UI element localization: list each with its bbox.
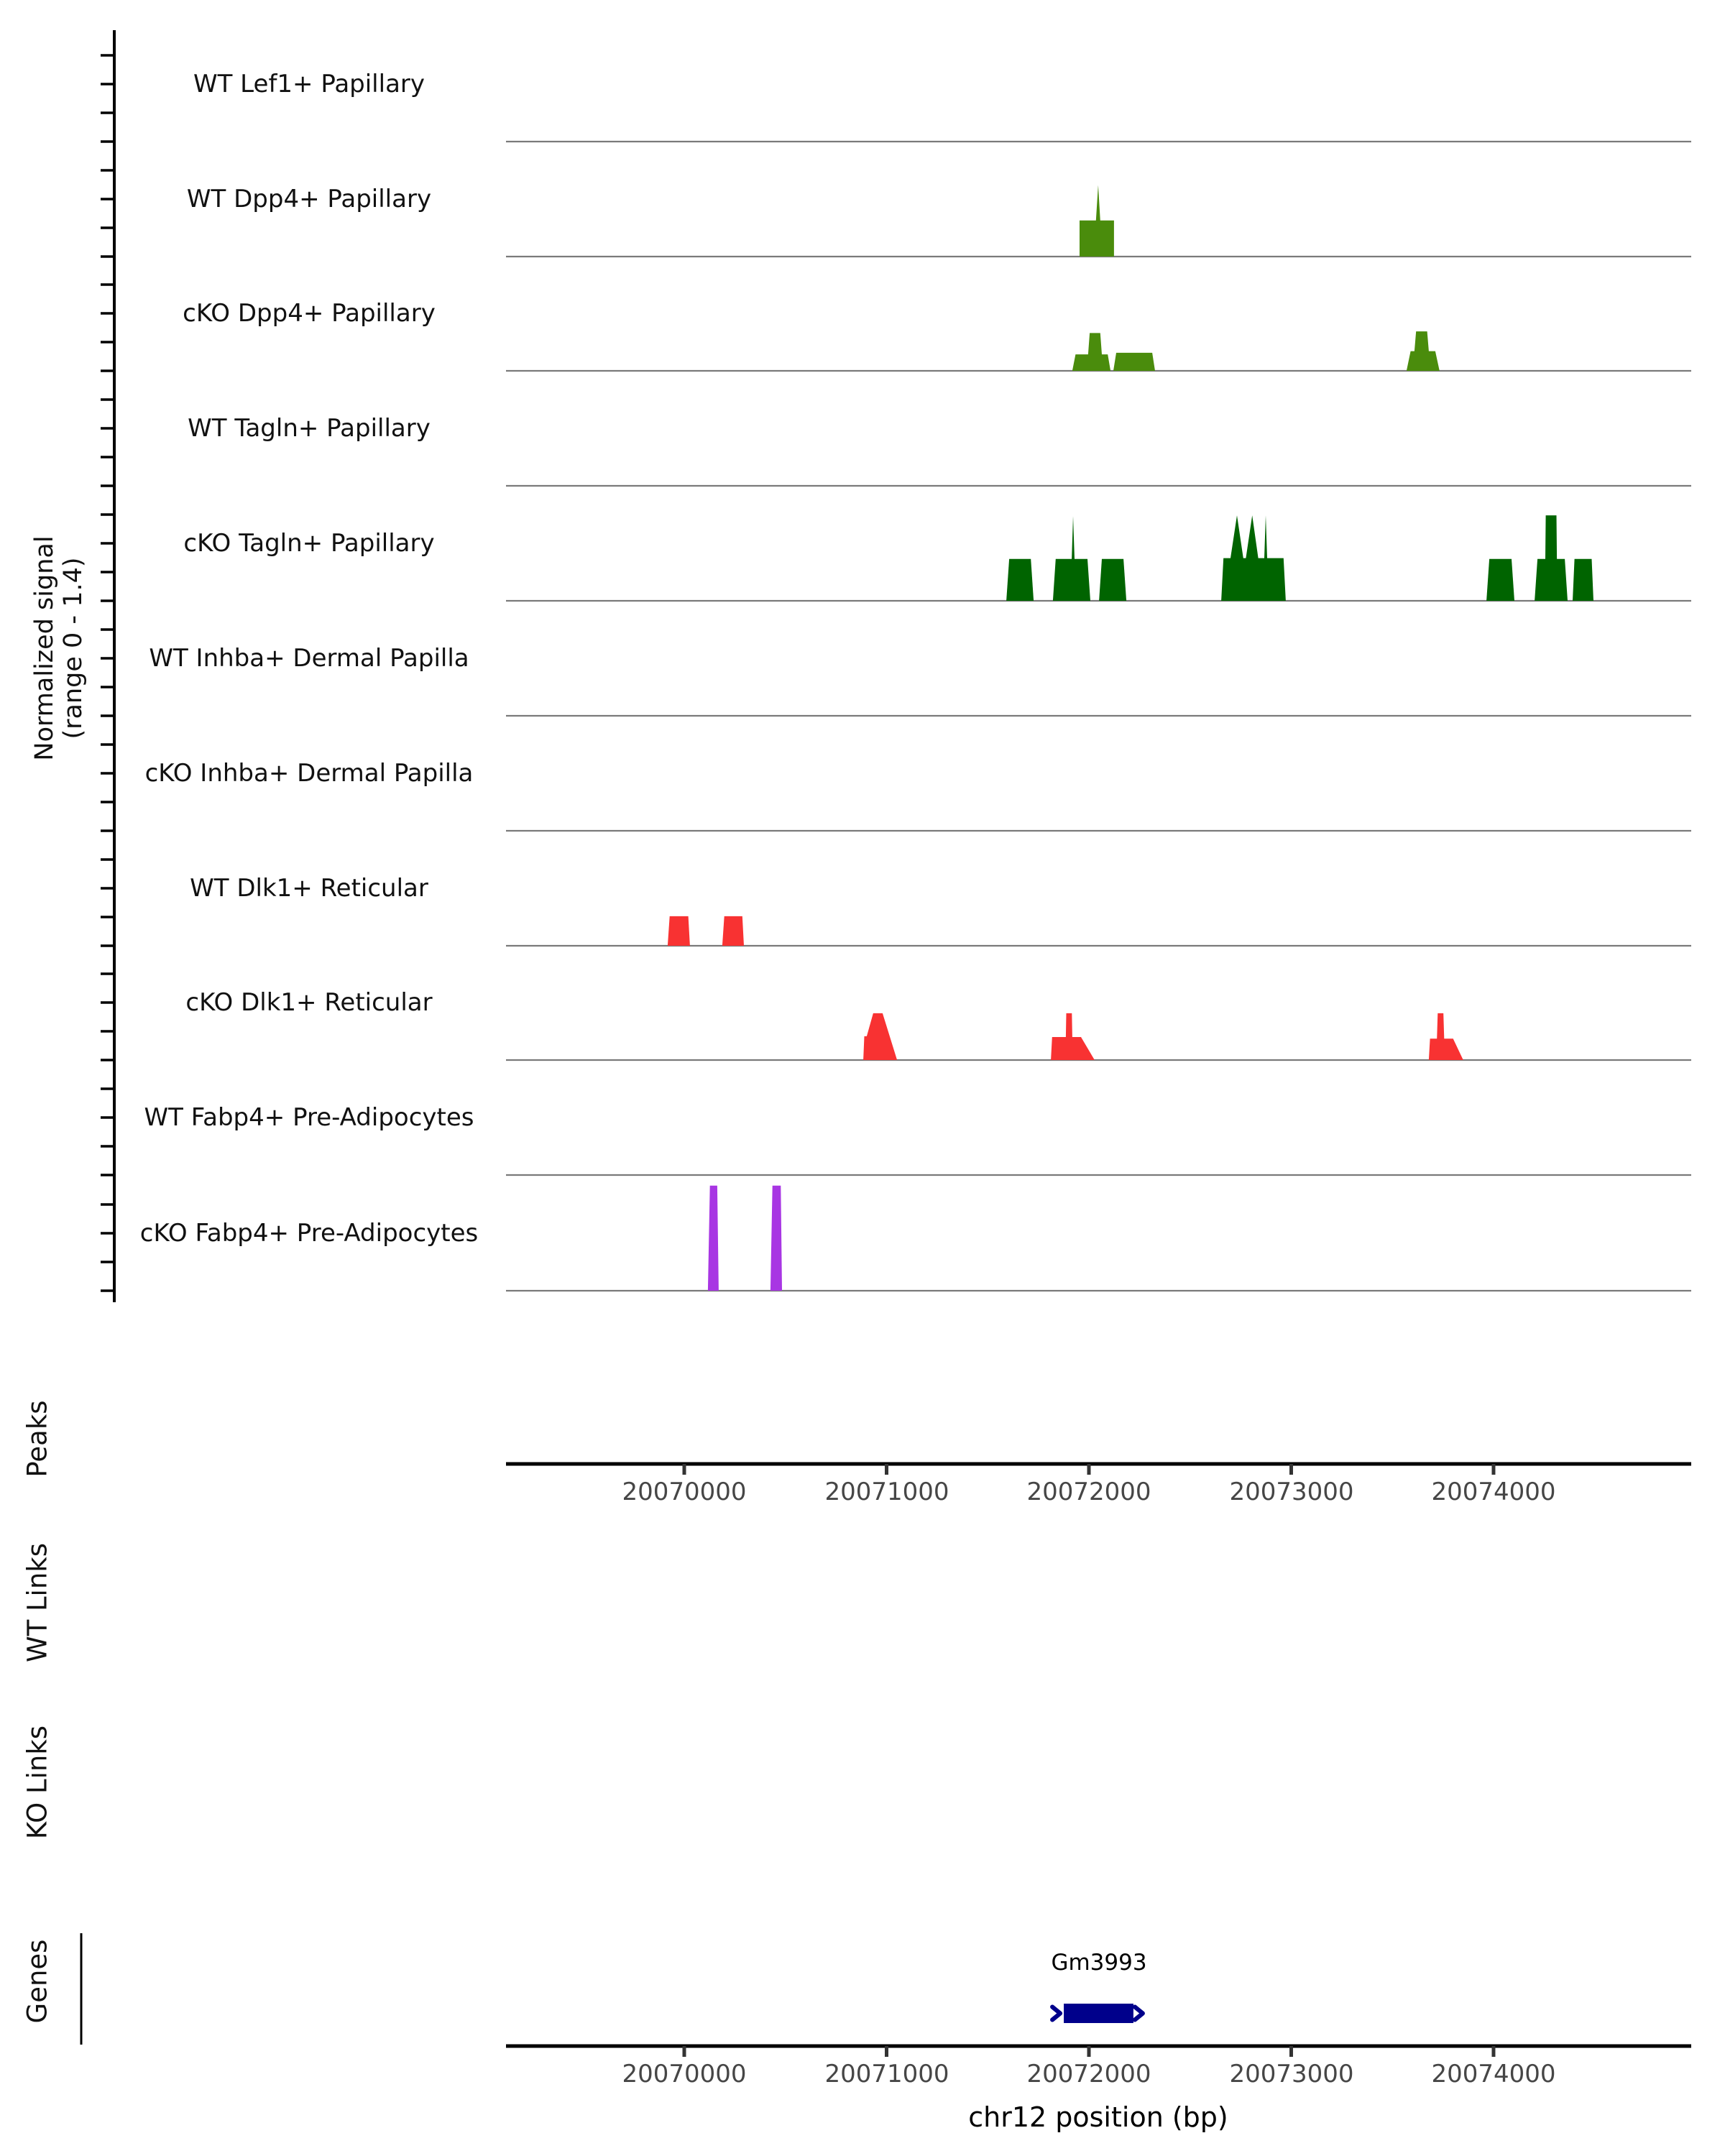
track-label-wt-fabp4: WT Fabp4+ Pre-Adipocytes	[144, 1103, 474, 1132]
gene-strand-arrow	[1052, 2007, 1060, 2020]
y-axis-label-line1: Normalized signal	[30, 535, 59, 761]
signal-peak	[1429, 1013, 1463, 1060]
x-tick-label: 20074000	[1431, 1478, 1556, 1506]
section-label-genes: Genes	[22, 1939, 53, 2024]
x-tick-label: 20070000	[622, 1478, 747, 1506]
x-axis-title: chr12 position (bp)	[968, 2101, 1228, 2133]
signal-peak	[1221, 515, 1286, 601]
signal-peak	[1535, 515, 1568, 601]
track-label-cko-dlk1: cKO Dlk1+ Reticular	[185, 988, 433, 1017]
signal-peak	[863, 1013, 897, 1060]
x-tick-label: 20072000	[1026, 2060, 1151, 2088]
signal-peak	[770, 1186, 782, 1291]
section-label-wt-links: WT Links	[22, 1543, 53, 1662]
track-label-cko-fabp4: cKO Fabp4+ Pre-Adipocytes	[139, 1219, 479, 1248]
track-label-wt-inhba: WT Inhba+ Dermal Papilla	[149, 644, 469, 673]
track-label-wt-dlk1: WT Dlk1+ Reticular	[190, 874, 428, 903]
signal-peak	[1006, 559, 1034, 601]
x-tick-label: 20072000	[1026, 1478, 1151, 1506]
x-tick-label: 20073000	[1229, 1478, 1354, 1506]
track-label-cko-dpp4: cKO Dpp4+ Papillary	[183, 299, 436, 328]
signal-peak	[708, 1186, 719, 1291]
gene-strand-arrow	[1135, 2007, 1143, 2020]
signal-peak	[1072, 333, 1110, 371]
signal-peak	[1573, 559, 1593, 601]
signal-peak	[1486, 559, 1514, 601]
track-label-cko-tagln: cKO Tagln+ Papillary	[183, 529, 435, 558]
signal-peak	[722, 916, 744, 946]
track-label-cko-inhba: cKO Inhba+ Dermal Papilla	[144, 759, 474, 788]
gene-name-label: Gm3993	[1051, 1950, 1147, 1976]
track-label-wt-tagln: WT Tagln+ Papillary	[188, 414, 431, 443]
gene-body	[1064, 2004, 1133, 2023]
x-tick-label: 20074000	[1431, 2060, 1556, 2088]
track-label-wt-dpp4: WT Dpp4+ Papillary	[186, 185, 432, 213]
signal-peak	[1051, 1013, 1095, 1060]
section-label-ko-links: KO Links	[22, 1725, 53, 1840]
section-label-peaks: Peaks	[22, 1400, 53, 1478]
signal-peak	[1113, 353, 1155, 371]
x-tick-label: 20070000	[622, 2060, 747, 2088]
signal-peak	[1080, 185, 1114, 257]
signal-peak	[1099, 559, 1126, 601]
signal-peak	[668, 916, 690, 946]
x-tick-label: 20071000	[824, 1478, 949, 1506]
signal-peak	[1053, 516, 1090, 601]
x-tick-label: 20073000	[1229, 2060, 1354, 2088]
signal-peak	[1407, 331, 1440, 371]
x-tick-label: 20071000	[824, 2060, 949, 2088]
y-axis-label	[30, 535, 88, 760]
track-label-wt-lef1: WT Lef1+ Papillary	[193, 70, 426, 98]
y-axis-label-line2: (range 0 - 1.4)	[59, 557, 88, 740]
